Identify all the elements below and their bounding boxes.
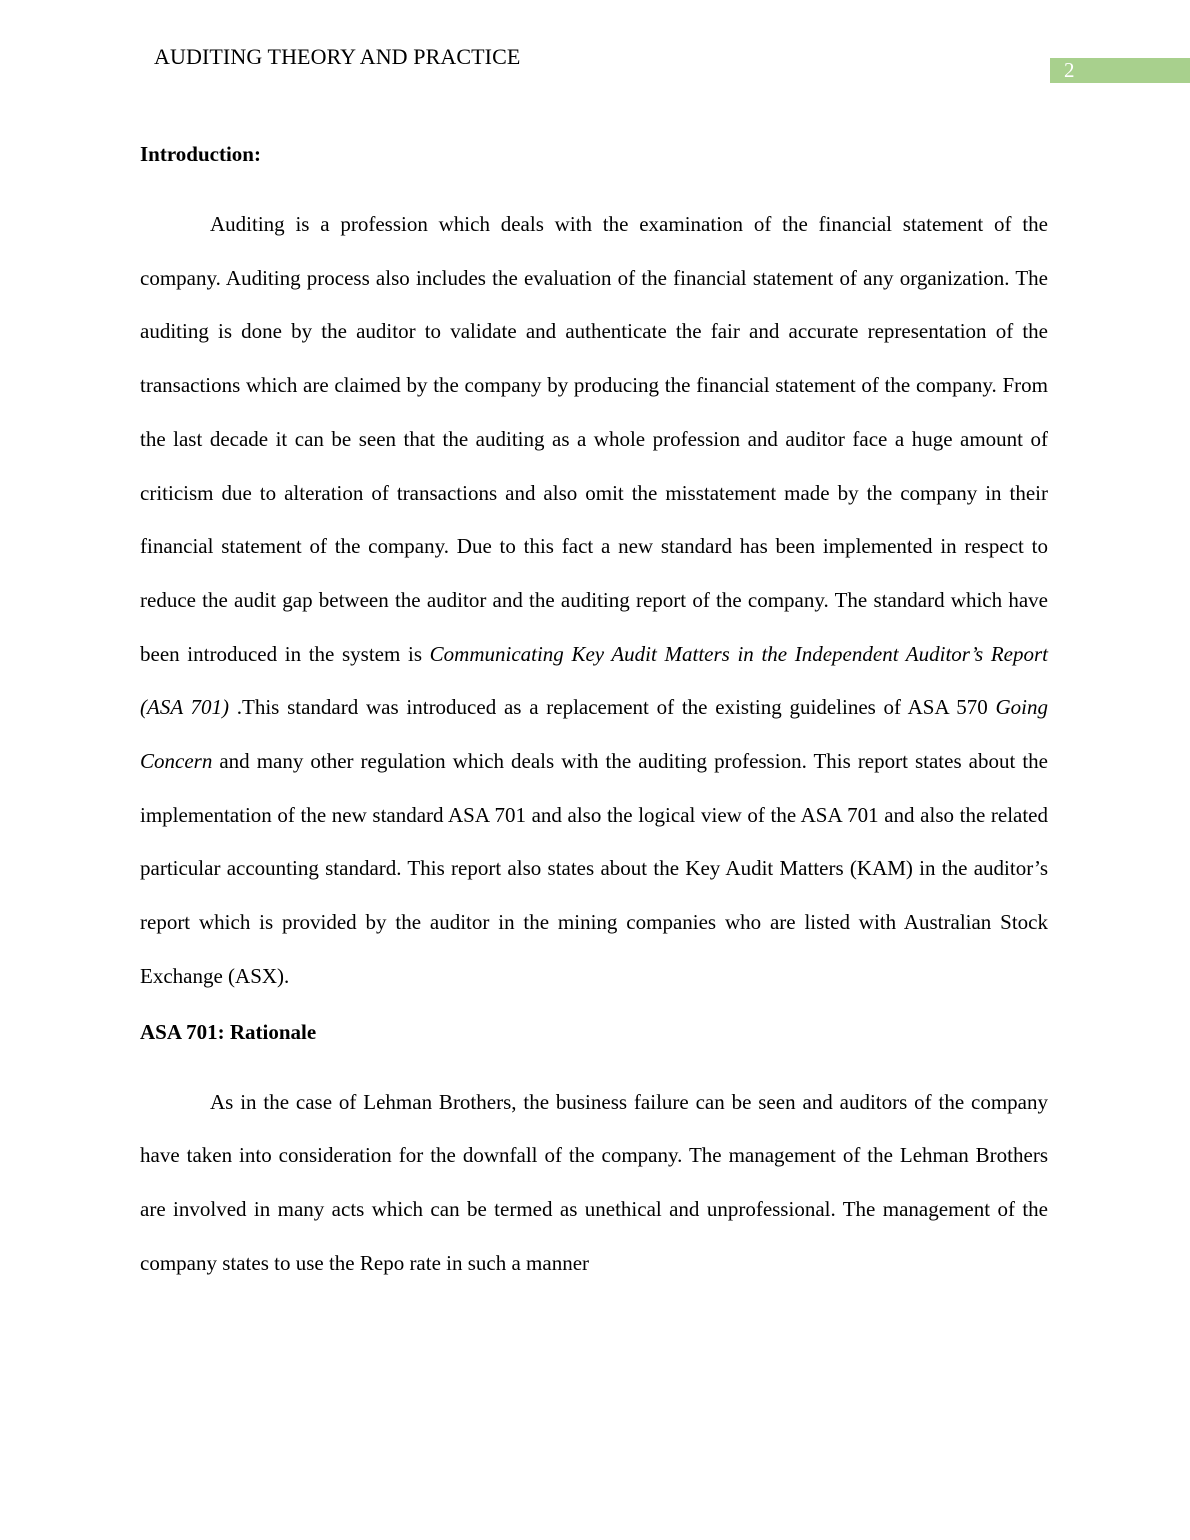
rationale-paragraph: As in the case of Lehman Brothers, the business failure can be seen and auditors of the company have taken into consideration for the downfall of the company. The management of the Lehman Brothers are involved in many acts which can be termed as unethical and unprofessional. The management of the company states to use the Repo rate in such a manner <box>140 1089 1048 1275</box>
running-header-title: AUDITING THEORY AND PRACTICE <box>154 44 521 69</box>
introduction-text-part-3: and many other regulation which deals with the auditing profession. This report states about the implementation of the new standard ASA 701 and also the logical view of the ASA 701 and also the related particular accounting standard. This report also states about the Key Audit Matters (KAM) in the auditor’s report which is provided by the auditor in the mining companies who are listed with Australian Stock Exchange (ASX). <box>140 749 1048 988</box>
page-number-badge: 2 <box>1050 58 1190 83</box>
introduction-paragraph <box>140 198 1048 1004</box>
standard-title-italic: Communicating Key Audit Matters in the Independent Auditor’s Report (ASA 701) <box>140 641 1049 720</box>
heading-asa-701-rationale: ASA 701: Rationale <box>140 1019 317 1044</box>
heading-introduction: Introduction: <box>140 142 261 166</box>
introduction-text-part-2: .This standard was introduced as a replacement of the existing guidelines of ASA 570 <box>236 695 996 720</box>
document-body <box>140 136 1048 1290</box>
introduction-text-part-1: Auditing is a profession which deals with the examination of the financial statement of the company. Auditing process also includes the evaluation of the financial statement of any organization. The auditing is done by the auditor to validate and authenticate the fair and accurate representation of the transactions which are claimed by the company by producing the financial statement of the company. From the last decade it can be seen that the auditing as a whole profession and auditor face a huge amount of criticism due to alteration of transactions and also omit the misstatement made by the company in their financial statement of the company. Due to this fact a new standard has been implemented in respect to reduce the audit gap between the auditor and the auditing report of the company. The standard which have been introduced in the system is <box>140 212 1048 666</box>
going-concern-italic: Going Concern <box>140 695 1048 774</box>
